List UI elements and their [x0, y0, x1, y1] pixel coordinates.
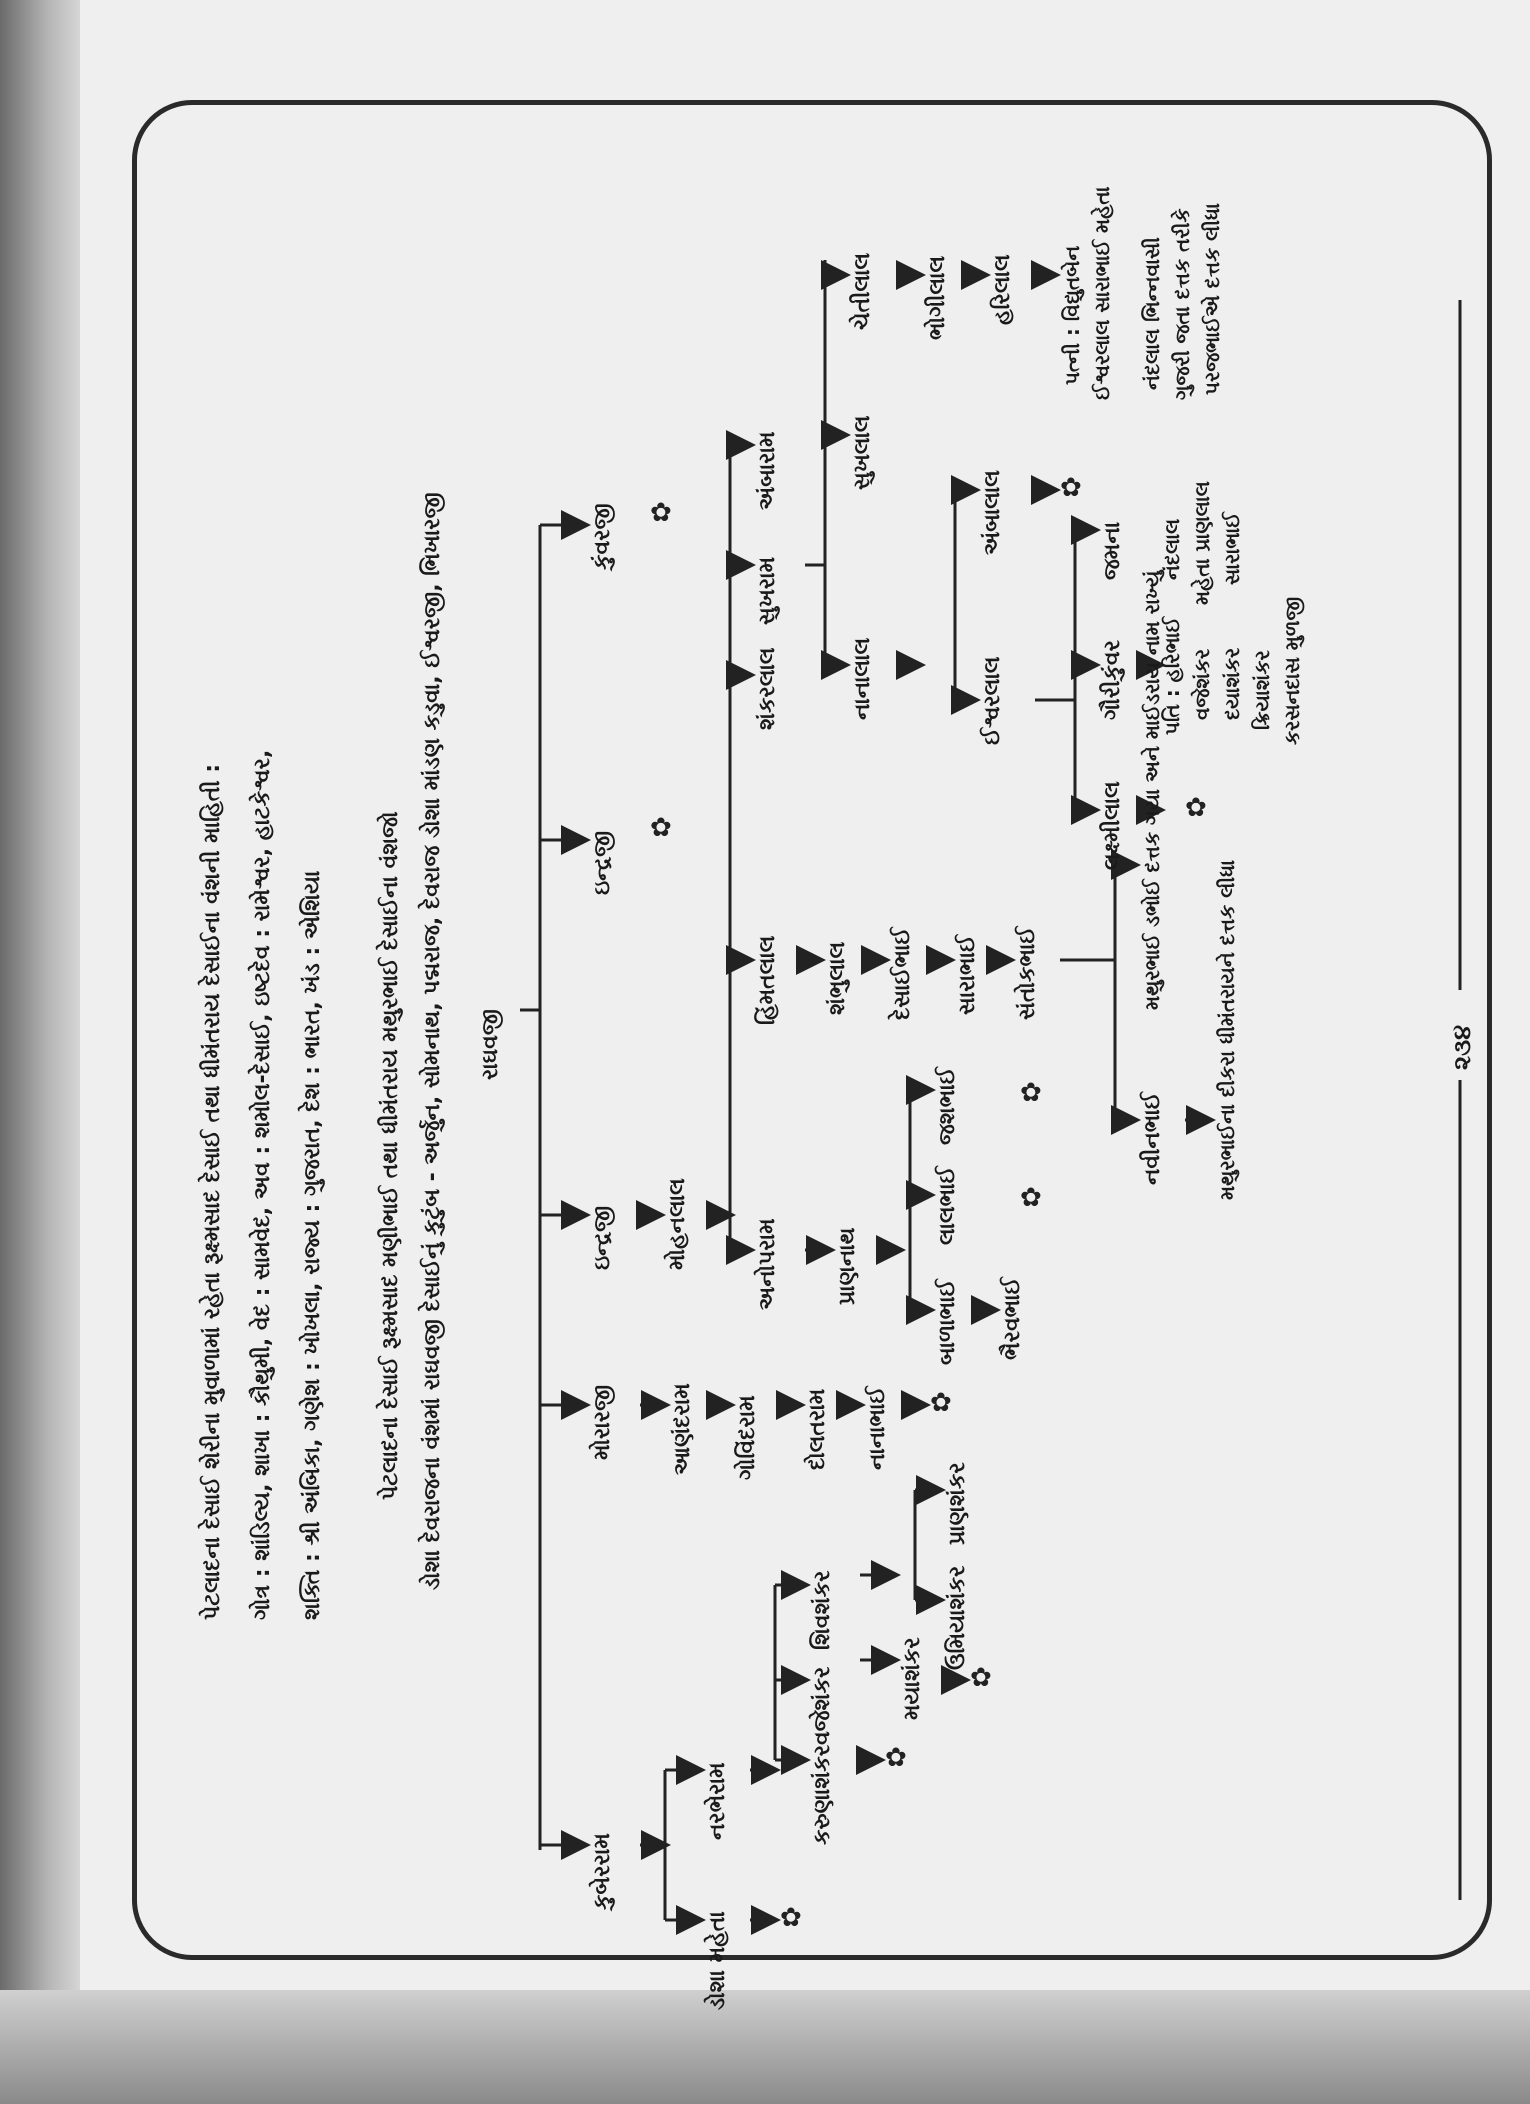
node-narbheram: નરભેરામ	[705, 1762, 730, 1840]
node-ishwarlal: ઈશ્વરલાલ	[980, 656, 1005, 745]
node-ambalal: અંબાલાલ	[980, 470, 1005, 555]
node-indraji-2: ઇન્દ્રજી	[590, 830, 615, 895]
node-indraji-1: ઇન્દ્રજી	[590, 1205, 615, 1270]
flower-icon: ✿	[1020, 1183, 1042, 1213]
node-chetilal: ચેતીલાલ	[850, 252, 875, 330]
node-shankarlal: શંકરલાલ	[755, 647, 780, 730]
node-navinbhai: નવીનભાઈ	[1140, 1092, 1165, 1185]
flower-icon: ✿	[780, 1903, 802, 1933]
node-morarji: મોરારજી	[590, 1384, 615, 1460]
gauri-note-3: દયાશંકર	[1220, 647, 1244, 720]
node-sukhram: સુખરામ	[755, 556, 780, 625]
node-bhairavbhai: ભૈરવભાઈ	[1000, 1277, 1025, 1360]
page-number: ૨૩૪	[1448, 1025, 1476, 1070]
node-gaurikunvar: ગૌરીકુંવર	[1100, 640, 1125, 720]
node-shivshankar: શિવશંકર	[810, 1570, 835, 1650]
header-line-2: ગોત્ર : શાંડિલ્ય, શાખા : કૌથુમી, વેદ : સામવેદ, અવ : શમોલ-દેસાઈ, ઇષ્ટદેવ : રામેશ્વર, હાટકેશ્વર,	[250, 749, 275, 1620]
node-laxmilal: લક્ષ્મીલાલ	[1100, 781, 1125, 870]
node-anopram: અનોપરામ	[755, 1218, 780, 1310]
node-bhogilal: ભોગીલાલ	[925, 255, 950, 340]
node-nanabhai: નાનાભાઈ	[865, 1386, 890, 1470]
flower-icon: ✿	[1185, 793, 1207, 823]
header-line-3: શક્તિ : શ્રી અંબિકા, ગણેશ : ખોખલા, રાજ્ય : ગુજરાત, દેશ : ભારત, ખંડ : એશિયા	[300, 870, 325, 1620]
flower-icon: ✿	[970, 1663, 992, 1693]
node-desaibhai: દેસાઈભાઈ	[890, 927, 915, 1020]
node-vajeshankar: વજેશંકર	[810, 1666, 835, 1745]
node-harilal-wife-2: ઈશ્વરલાલ સારાભાઈ મહેતા	[1090, 186, 1114, 400]
node-lalbhai: લાલભાઈ	[935, 1166, 960, 1245]
gauri-note-1: પતિ : હરિભાઈ	[1160, 616, 1184, 735]
node-anandram: આણંદરામ	[670, 1383, 695, 1475]
flower-icon: ✿	[885, 1743, 907, 1773]
final-note-1: નંદલાલ ભિન્નવાસી	[1140, 237, 1164, 390]
gauri-note-5: કરસનદાસ મુળજી	[1280, 596, 1304, 745]
node-sarabhai: સારાભાઈ	[955, 935, 980, 1015]
node-sukhlal: સુખલાલ	[850, 415, 875, 490]
header-line-5: ડોશા દેવરાજના વંશમાં રાઘવજી દેસાઈનું કુટુંબ - અર્જુન, સોમનાથ, પદ્મરાજ, દેવરાજ ડોશા માંડણ કડુવા, ઈશ્વરજી, ભિખારજી	[420, 492, 445, 1590]
node-dolatram: દોલતરામ	[805, 1388, 830, 1470]
node-mathurbhai-note: મથુરભાઈ ડભોઈ દત્તક ગયા અને માઈડરાય નામ રાખ્યું	[1140, 570, 1164, 1010]
jamna-note-1: નંદલાલ	[1160, 518, 1184, 580]
jamna-note-3: સારાભાઈ	[1220, 512, 1244, 585]
node-santokbhai: સંતોકભાઈ	[1015, 926, 1040, 1020]
gauri-note-2: વજેશંકર	[1190, 648, 1214, 720]
node-jashbhai: જશભાઈ	[935, 1067, 960, 1145]
node-harilal: હરિલાલ	[990, 254, 1015, 325]
node-navin-adopt-note: મથુરભાઈના દીકરા ધીમંતરાયને દત્તક લીધા	[1215, 860, 1239, 1200]
node-balabhai: બાળાભાઈ	[935, 1279, 960, 1365]
node-nanalal: નાનાલાલ	[850, 637, 875, 720]
gauri-note-4: ક્રિયાશંકર	[1250, 650, 1274, 730]
node-prannath: પ્રાણનાથ	[835, 1227, 860, 1305]
node-karunashankar: કરુણાશંકર	[810, 1744, 835, 1845]
flower-icon: ✿	[930, 1388, 952, 1418]
node-mayashankar: મયાશંકર	[900, 1637, 925, 1720]
final-note-2: ગુજરી જતા દત્તક તરીકે	[1170, 208, 1194, 400]
node-jamna: જમના	[1100, 521, 1125, 580]
node-harilal-wife: પત્ની : વિદ્યુતબેન	[1060, 245, 1084, 385]
flower-icon: ✿	[650, 813, 672, 843]
node-raghavji: રાઘવજી	[478, 1009, 503, 1080]
header-line-1: પેટલાદના દેસાઈ શેરીના મુવાળામાં રહેતા રૂક્ષ્મસાદ દેસાઈ તથા ધીમંતરાય દેસાઈના વંશની માહિતી :	[200, 763, 225, 1620]
node-shambhulal: શંભુલાલ	[825, 941, 850, 1015]
node-dosha-maheta: ડોશા મહેતા	[705, 1911, 730, 2010]
node-kuberram: કુબેરરામ	[590, 1833, 615, 1910]
node-mohanlal: મોહનલાલ	[665, 1178, 690, 1270]
flower-icon: ✿	[1060, 473, 1082, 503]
node-himmatlal: હિંમતલાલ	[755, 935, 780, 1025]
jamna-note-2: મહેતા પ્રાણલાલ	[1190, 481, 1214, 605]
final-note-3: પરજભાઈએ દત્તક લીધા	[1200, 203, 1224, 395]
header-line-4: પેટલાદના દેસાઈ રૂક્ષ્મસાદ મણીભાઈ તથા ધીમંતરાય મથુરભાઈ દેસાઈના વંશજો	[378, 811, 403, 1500]
flower-icon: ✿	[1020, 1078, 1042, 1108]
node-ambaram: અંબારામ	[755, 431, 780, 510]
node-kunvarji: કુંવરજી	[590, 503, 615, 570]
node-govindram: ગોવિંદરામ	[735, 1395, 760, 1480]
node-umiyashankar: ઉમિયાશંકર	[945, 1565, 970, 1670]
flower-icon: ✿	[650, 498, 672, 528]
node-pranshankar: પ્રાણશંકર	[945, 1462, 970, 1545]
